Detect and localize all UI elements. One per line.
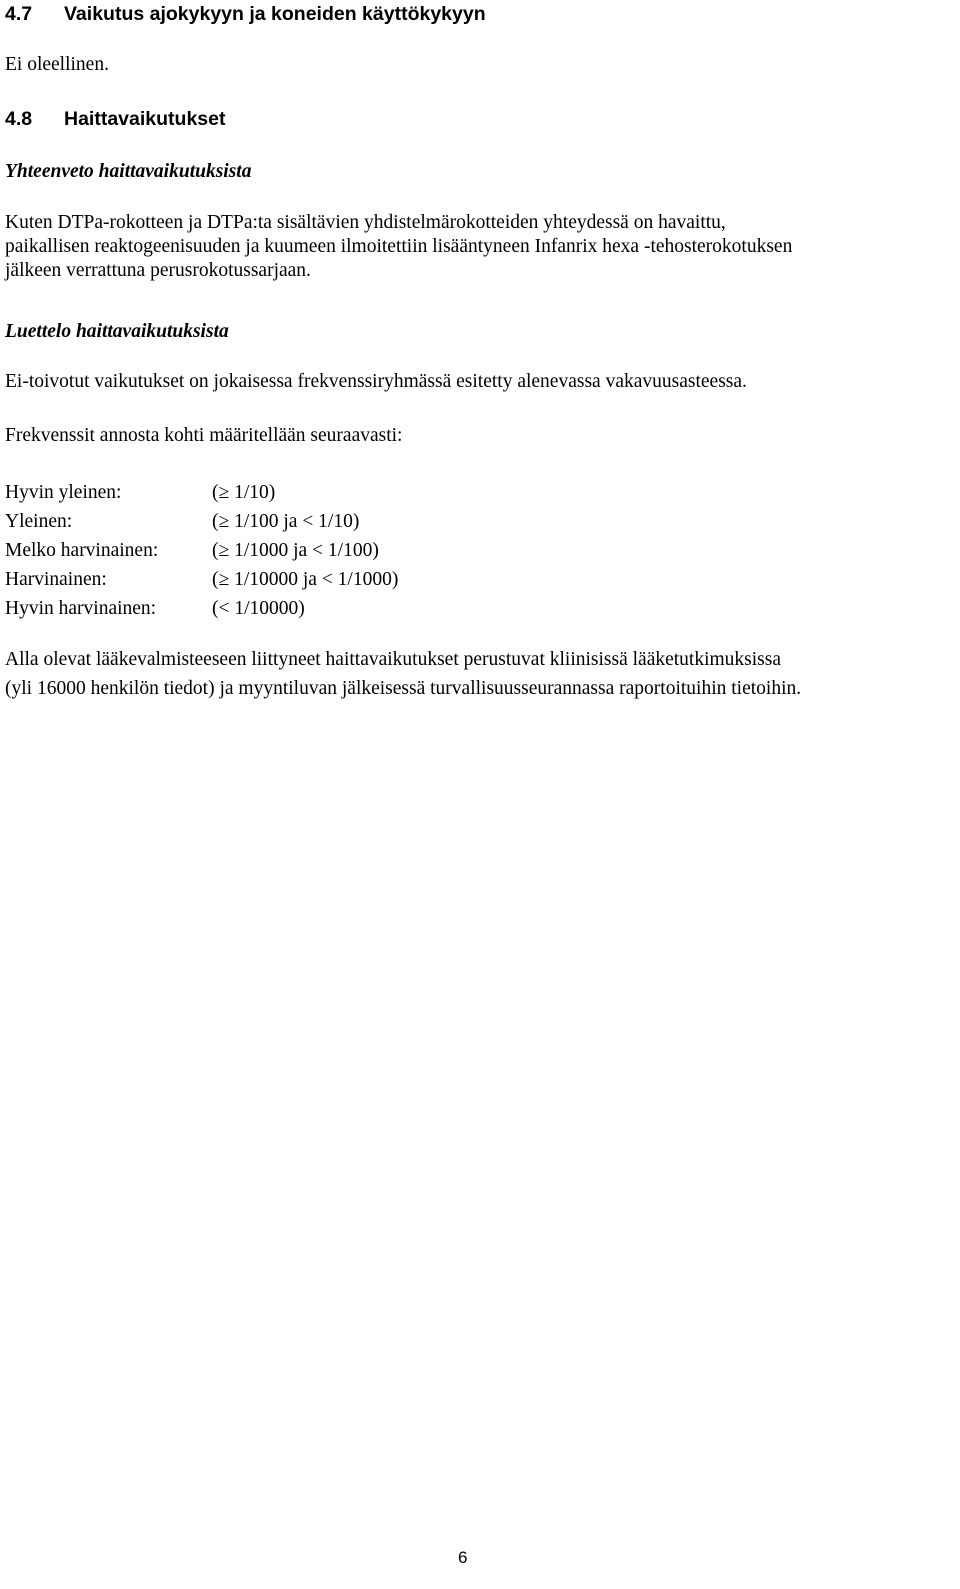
- list-heading: Luettelo haittavaikutuksista: [5, 321, 229, 342]
- section-number: 4.8: [5, 108, 33, 130]
- frequency-row: [5, 481, 398, 510]
- frequency-value: (< 1/10000): [212, 598, 305, 619]
- frequency-intro: Frekvenssit annosta kohti määritellään seuraavasti:: [5, 425, 403, 446]
- frequency-label: Melko harvinainen:: [5, 540, 159, 561]
- paragraph-line: Kuten DTPa-rokotteen ja DTPa:ta sisältävien yhdistelmärokotteiden yhteydessä on havaittu,: [5, 212, 726, 233]
- frequency-value: (≥ 1/1000 ja < 1/100): [212, 540, 379, 561]
- paragraph-line: Alla olevat lääkevalmisteeseen liittyneet haittavaikutukset perustuvat kliinisissä lääketutkimuksissa: [5, 649, 782, 670]
- paragraph-line: jälkeen verrattuna perusrokotussarjaan.: [5, 260, 311, 281]
- paragraph-line: (yli 16000 henkilön tiedot) ja myyntiluvan jälkeisessä turvallisuusseurannassa raportoituihin tietoihin.: [5, 678, 802, 699]
- summary-paragraph: [5, 211, 950, 283]
- section-4-8-heading: [5, 107, 225, 131]
- section-title: Haittavaikutukset: [64, 108, 226, 130]
- frequency-label: Yleinen:: [5, 511, 73, 532]
- frequency-row: [5, 568, 398, 597]
- frequency-value: (≥ 1/100 ja < 1/10): [212, 511, 360, 532]
- page-number: 6: [458, 1548, 468, 1567]
- section-4-7-heading: [5, 2, 486, 26]
- summary-heading: Yhteenveto haittavaikutuksista: [5, 161, 252, 182]
- section-title: Vaikutus ajokykyyn ja koneiden käyttökykyyn: [64, 3, 486, 25]
- frequency-value: (≥ 1/10): [212, 482, 276, 503]
- frequency-row: [5, 510, 398, 539]
- frequency-label: Hyvin yleinen:: [5, 482, 122, 503]
- frequency-value: (≥ 1/10000 ja < 1/1000): [212, 569, 399, 590]
- list-intro: Ei-toivotut vaikutukset on jokaisessa frekvenssiryhmässä esitetty alenevassa vakavuusasteessa.: [5, 371, 747, 392]
- frequency-label: Harvinainen:: [5, 569, 107, 590]
- frequency-row: [5, 539, 398, 568]
- section-number: 4.7: [5, 3, 33, 25]
- frequency-row: [5, 597, 398, 626]
- paragraph-line: paikallisen reaktogeenisuuden ja kuumeen ilmoitettiin lisääntyneen Infanrix hexa -tehosterokotuksen: [5, 236, 793, 257]
- closing-paragraph: [5, 645, 950, 703]
- frequency-table: [5, 481, 398, 626]
- section-4-7-text: Ei oleellinen.: [5, 54, 109, 75]
- frequency-label: Hyvin harvinainen:: [5, 598, 157, 619]
